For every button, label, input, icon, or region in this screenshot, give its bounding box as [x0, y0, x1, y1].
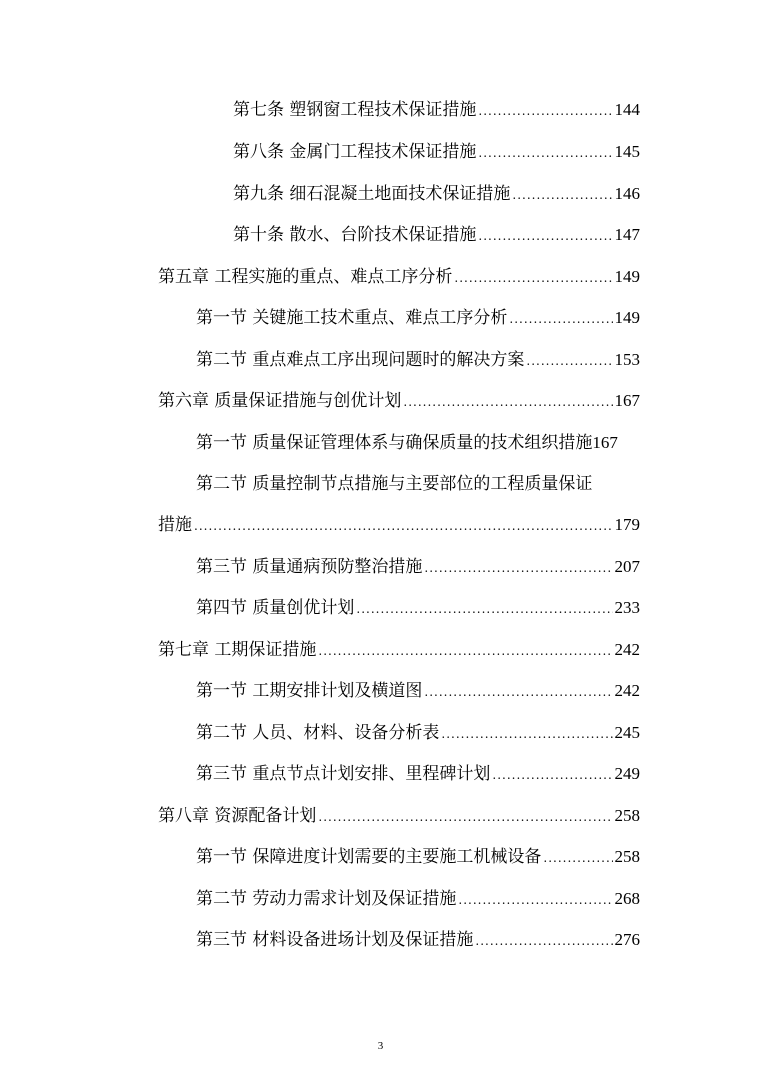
toc-entry[interactable] — [233, 224, 640, 247]
toc-entry-page: 153 — [614, 350, 640, 369]
toc-entry-label: 第八条 金属门工程技术保证措施 — [233, 142, 477, 162]
toc-entry-page: 276 — [614, 930, 640, 949]
toc-leader-dots — [543, 847, 612, 869]
toc-entry-label: 第十条 散水、台阶技术保证措施 — [233, 225, 477, 245]
toc-entry-label: 第七章 工期保证措施 — [158, 640, 317, 660]
page-footer-number: 3 — [377, 1040, 384, 1052]
toc-entry-page: 149 — [614, 308, 640, 327]
toc-entry-section[interactable] — [196, 929, 640, 952]
toc-entry-section[interactable] — [196, 473, 640, 495]
toc-entry-label: 第五章 工程实施的重点、难点工序分析 — [158, 267, 453, 287]
toc-entry-page: 146 — [614, 184, 640, 203]
toc-entry-page: 242 — [614, 640, 640, 659]
toc-entry-continuation[interactable] — [158, 514, 640, 537]
toc-leader-dots — [318, 806, 612, 828]
toc-leader-dots — [526, 350, 612, 372]
toc-entry-section[interactable] — [196, 349, 640, 372]
toc-entry-page: 144 — [614, 100, 640, 119]
toc-leader-dots — [318, 640, 612, 662]
toc-entry-page: 179 — [614, 515, 640, 534]
toc-entry-section[interactable] — [196, 307, 640, 330]
toc-entry-page: 258 — [614, 806, 640, 825]
toc-leader-dots — [454, 267, 612, 289]
toc-entry-label: 第一节 工期安排计划及横道图 — [196, 681, 423, 701]
toc-entry-label: 第二节 重点难点工序出现问题时的解决方案 — [196, 350, 525, 370]
toc-entry-section[interactable] — [196, 888, 640, 911]
toc-entry[interactable] — [233, 183, 640, 206]
toc-entry-label: 第三节 质量通病预防整治措施 — [196, 557, 423, 577]
toc-entry-chapter[interactable] — [158, 639, 640, 662]
toc-entry-label: 第二节 质量控制节点措施与主要部位的工程质量保证 — [196, 474, 593, 494]
toc-leader-dots — [492, 764, 612, 786]
toc-leader-dots — [403, 391, 612, 413]
toc-entry-label-continued: 措施 — [158, 515, 192, 535]
toc-entry-chapter[interactable] — [158, 390, 640, 413]
toc-entry-label: 第二节 人员、材料、设备分析表 — [196, 723, 440, 743]
toc-entry-page: 147 — [614, 225, 640, 244]
toc-entry-page: 242 — [614, 681, 640, 700]
toc-entry-section[interactable] — [196, 722, 640, 745]
toc-leader-dots — [441, 723, 612, 745]
toc-entry-label: 第三节 重点节点计划安排、里程碑计划 — [196, 764, 491, 784]
toc-entry-label: 第三节 材料设备进场计划及保证措施 — [196, 930, 474, 950]
toc-entry-page: 207 — [614, 557, 640, 576]
toc-leader-dots — [509, 308, 612, 330]
toc-entry-page: 167 — [614, 391, 640, 410]
toc-entry-page: 258 — [614, 847, 640, 866]
toc-entry-chapter[interactable] — [158, 266, 640, 289]
toc-entry-page: 145 — [614, 142, 640, 161]
toc-entry-label: 第一节 保障进度计划需要的主要施工机械设备 — [196, 847, 542, 867]
toc-entry-section[interactable] — [196, 846, 640, 869]
toc-entry-label: 第七条 塑钢窗工程技术保证措施 — [233, 100, 477, 120]
toc-leader-dots — [424, 681, 612, 703]
toc-entry-page: 149 — [614, 267, 640, 286]
toc-entry-label: 第六章 质量保证措施与创优计划 — [158, 391, 402, 411]
toc-entry[interactable] — [233, 141, 640, 164]
toc-leader-dots — [356, 598, 612, 620]
toc-leader-dots — [194, 515, 613, 537]
toc-leader-dots — [424, 557, 612, 579]
toc-leader-dots — [475, 930, 612, 952]
toc-entry-page: 268 — [614, 889, 640, 908]
toc-entry-section[interactable] — [196, 597, 640, 620]
toc-entry-section[interactable] — [196, 556, 640, 579]
toc-leader-dots — [478, 100, 612, 122]
toc-entry-label: 第一节 质量保证管理体系与确保质量的技术组织措施 — [196, 433, 593, 453]
toc-entry-page: 245 — [614, 723, 640, 742]
toc-entry-page: 167 — [592, 433, 618, 452]
toc-leader-dots — [478, 225, 612, 247]
toc-entry-section[interactable] — [196, 680, 640, 703]
toc-entry-label: 第一节 关键施工技术重点、难点工序分析 — [196, 308, 508, 328]
toc-leader-dots — [512, 184, 612, 206]
toc-entry[interactable] — [233, 99, 640, 122]
toc-entry-label: 第二节 劳动力需求计划及保证措施 — [196, 889, 457, 909]
toc-entry-section[interactable] — [196, 432, 640, 454]
toc-entry-page: 249 — [614, 764, 640, 783]
toc-entry-label: 第八章 资源配备计划 — [158, 806, 317, 826]
toc-entry-label: 第四节 质量创优计划 — [196, 598, 355, 618]
toc-entry-page: 233 — [614, 598, 640, 617]
toc-entry-section[interactable] — [196, 763, 640, 786]
toc-entry-chapter[interactable] — [158, 805, 640, 828]
toc-leader-dots — [478, 142, 612, 164]
toc-entry-label: 第九条 细石混凝土地面技术保证措施 — [233, 184, 511, 204]
toc-leader-dots — [458, 889, 612, 911]
